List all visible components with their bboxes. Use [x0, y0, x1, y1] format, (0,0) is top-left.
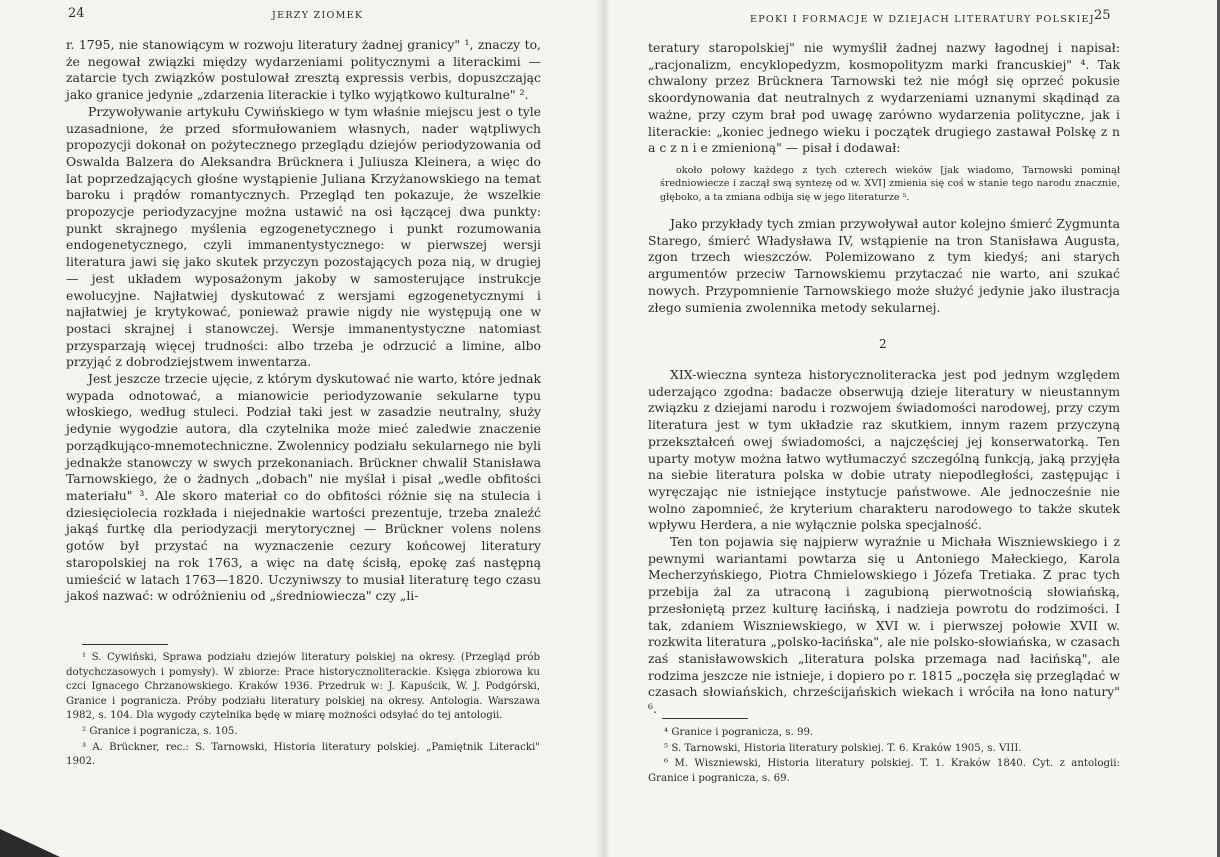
right-paragraph-4: Ten ton pojawia się najpierw wyraźnie u Michała Wiszniewskiego i z pewnymi wariantami powtarza się u Antoniego Małeckiego, Karola Mecherzyńskiego, Piotra Chmielowskiego i Józefa Tretiaka. Z prac tych przebija żal za utraconą i zagubioną pierwotnością słowiańską, przesłoniętą przez kulturę łacińską, i nadzieja powrotu do rodzimości. I tak, zdaniem Wiszniewskiego, w XVI w. i pierwszej połowie XVII w. rozkwita literatura „polsko-łacińska", ale nie polsko-słowiańska, w czasach zaś stanisławowskich „literatura polska przemaga nad łacińską", ale rodzima jeszcze nie istnieje, i dopiero po r. 1815 „poczęła się przeglądać w czasach słowiańskich, chrześcijańskich wiekach i wróciła na łono natury" ⁶.	[648, 534, 1120, 717]
right-body-mid	[648, 216, 1120, 316]
block-quote: około połowy każdego z tych czterech wieków [jak wiadomo, Tarnowski pominął średniowiecze i zaczął swą syntezę od w. XVI] zmienia się coś w stanie tego narodu znacznie, głęboko, a ta zmiana odbija się w jego literaturze ⁵.	[660, 165, 1120, 203]
left-paragraph-1: r. 1795, nie stanowiącym w rozwoju literatury żadnej granicy" ¹, znaczy to, że negował związki między wydarzeniami politycznymi a literackimi — zatarcie tych związków postulował zresztą expressis verbis, dopuszczając jako granice jedynie „zdarzenia literackie i tylko wyjątkowo kulturalne" ².	[66, 37, 541, 103]
footnote-3: ³ A. Brückner, rec.: S. Tarnowski, Historia literatury polskiej. „Pamiętnik Literacki" 1902.	[66, 741, 540, 768]
left-body	[66, 37, 541, 605]
left-paragraph-2: Przywoływanie artykułu Cywińskiego w tym właśnie miejscu jest o tyle uzasadnione, że przed sformułowaniem własnych, nader wątpliwych propozycji dokonał on pożytecznego przeglądu dziejów periodyzowania od Oswalda Balzera do Aleksandra Brücknera i Juliusza Kleinera, a więc do lat poprzedzających głośne wystąpienie Juliana Krzyżanowskiego na temat baroku i prądów romantycznych. Przegląd ten pokazuje, że wszelkie propozycje periodyzacyjne można ustawić na osi łączącej dwa punkty: punkt skrajnego myślenia egzogenetycznego i punkt rozumowania endogenetycznego, czyli immanentystycznego: w pierwszej wersji literatura jawi się jako skutek przyczyn pozostających poza nią, w drugiej — jest układem wyposażonym jakoby w samosterujące instrukcje ewolucyjne. Najłatwiej dyskutować z wersjami egzogenetycznymi i najłatwiej je krytykować, ponieważ prawie nigdy nie występują one w postaci skrajnej i stanowczej. Wersje immanentystyczne natomiast przysparzają więcej trudności: albo trzeba je odrzucić a limine, albo przyjąć z dobrodziejstwem inwentarza.	[66, 103, 541, 370]
footnote-1: ¹ S. Cywiński, Sprawa podziału dziejów literatury polskiej na okresy. (Przegląd prób dotychczasowych i pomysły). W zbiorze: Prace historycznoliterackie. Księga zbiorowa ku czci Ignacego Chrzanowskiego. Kraków 1936. Przedruk w: J. Kapuścik, W. J. Podgórski, Granice i pogranicza. Próby podziału literatury polskiej na okresy. Antologia. Warszawa 1982, s. 104. Dla wygody czytelnika będę w miarę możności odsyłać do tej antologii.	[66, 652, 540, 722]
left-paragraph-3: Jest jeszcze trzecie ujęcie, z którym dyskutować nie warto, które jednak wypada odnotować, a mianowicie periodyzowanie sekularne typu włoskiego, według stuleci. Podział taki jest w zasadzie neutralny, służy jedynie wygodzie autora, dla czytelnika może mieć zaledwie znaczenie porządkująco-mnemotechniczne. Zwolennicy podziału sekularnego nie byli jednakże stanowczy w swych przekonaniach. Brückner chwalił Stanisława Tarnowskiego, że o żadnych „dobach" nie myślał i pisał „wedle obfitości materiału" ³. Ale skoro materiał co do obfitości różnie się na stulecia i dziesięciolecia rozkłada i niejednakie wartości prezentuje, trzeba znaleźć jakąś furtkę dla periodyzacji merytorycznej — Brückner volens nolens gotów był przystać na wyznaczenie cezury końcowej literatury staropolskiej na rok 1763, a więc na datę ścisłą, epokę zaś następną umieścić w latach 1763—1820. Uczyniwszy to musiał literaturę tego czasu jakoś nazwać: w odróżnieniu od „średniowiecza" czy „li-	[66, 371, 541, 604]
right-footnotes	[648, 726, 1120, 787]
right-paragraph-1: teratury staropolskiej" nie wymyślił żadnej nazwy łagodnej i napisał: „racjonalizm, encyklopedyzm, kosmopolityzm marki francuskiej" ⁴. Tak chwalony przez Brücknera Tarnowski też nie mógł się oprzeć pokusie skoordynowania dat neutralnych z wydarzeniami uznanymi skądinąd za ważne, przy czym brał pod uwagę zarówno wydarzenia polityczne, jak i literackie: „koniec jednego wieku i początek drugiego zastawał Polskę z n a c z n i e zmienioną" — pisał i dodawał:	[648, 40, 1120, 156]
book-spine-shadow	[596, 0, 610, 857]
left-page	[0, 0, 602, 857]
footnote-4: ⁴ Granice i pogranicza, s. 99.	[664, 727, 814, 738]
left-page-number: 24	[68, 6, 85, 21]
right-page-number: 25	[1094, 8, 1111, 23]
right-paragraph-3: XIX-wieczna synteza historycznoliteracka jest pod jednym względem uderzająco zgodna: badacze obserwują dzieje literatury w nieustannym związku z dziejami narodu i rozwojem świadomości narodowej, przy czym literatura jest w tym układzie raz skutkiem, innym razem przyczyną przekształceń owej świadomości, a najczęściej jej konserwatorką. Ten uparty motyw można łatwo wytłumaczyć szczególną funkcją, jaką przyjęła na siebie literatura polska w dobie utraty niepodległości, zastępując i wyręczając nie istniejące instytucje państwowe. Ale jednocześnie nie wolno zapomnieć, że kryterium charakteru narodowego to także skutek wpływu Herdera, a nie wyłącznie polska specjalność.	[648, 367, 1120, 533]
left-footnotes	[66, 651, 540, 771]
left-running-head: JERZY ZIOMEK	[272, 10, 364, 21]
right-running-head: EPOKI I FORMACJE W DZIEJACH LITERATURY POLSKIEJ	[750, 14, 1095, 25]
left-footnote-rule	[82, 644, 168, 645]
right-footnote-rule	[662, 718, 748, 719]
footnote-2: ² Granice i pogranicza, s. 105.	[82, 725, 238, 737]
right-paragraph-2: Jako przykłady tych zmian przywoływał autor kolejno śmierć Zygmunta Starego, śmierć Władysława IV, wstąpienie na tron Stanisława Augusta, zgon trzech wieszczów. Polemizowano z tym kiedyś; ani starych argumentów przeciw Tarnowskiemu przytaczać nie warto, ani szukać nowych. Przypomnienie Tarnowskiego może służyć jedynie jako ilustracja złego sumienia zwolennika metody sekularnej.	[648, 216, 1120, 315]
right-page	[602, 0, 1220, 857]
footnote-5: ⁵ S. Tarnowski, Historia literatury polskiej. T. 6. Kraków 1905, s. VIII.	[664, 742, 1022, 754]
footnote-6: ⁶ M. Wiszniewski, Historia literatury polskiej. T. 1. Kraków 1840. Cyt. z antologii: Granice i pogranicza, s. 69.	[648, 758, 1120, 784]
section-number: 2	[879, 337, 887, 351]
right-body-bottom	[648, 367, 1120, 718]
page-corner-shadow	[0, 829, 60, 857]
right-body-top	[648, 40, 1120, 157]
